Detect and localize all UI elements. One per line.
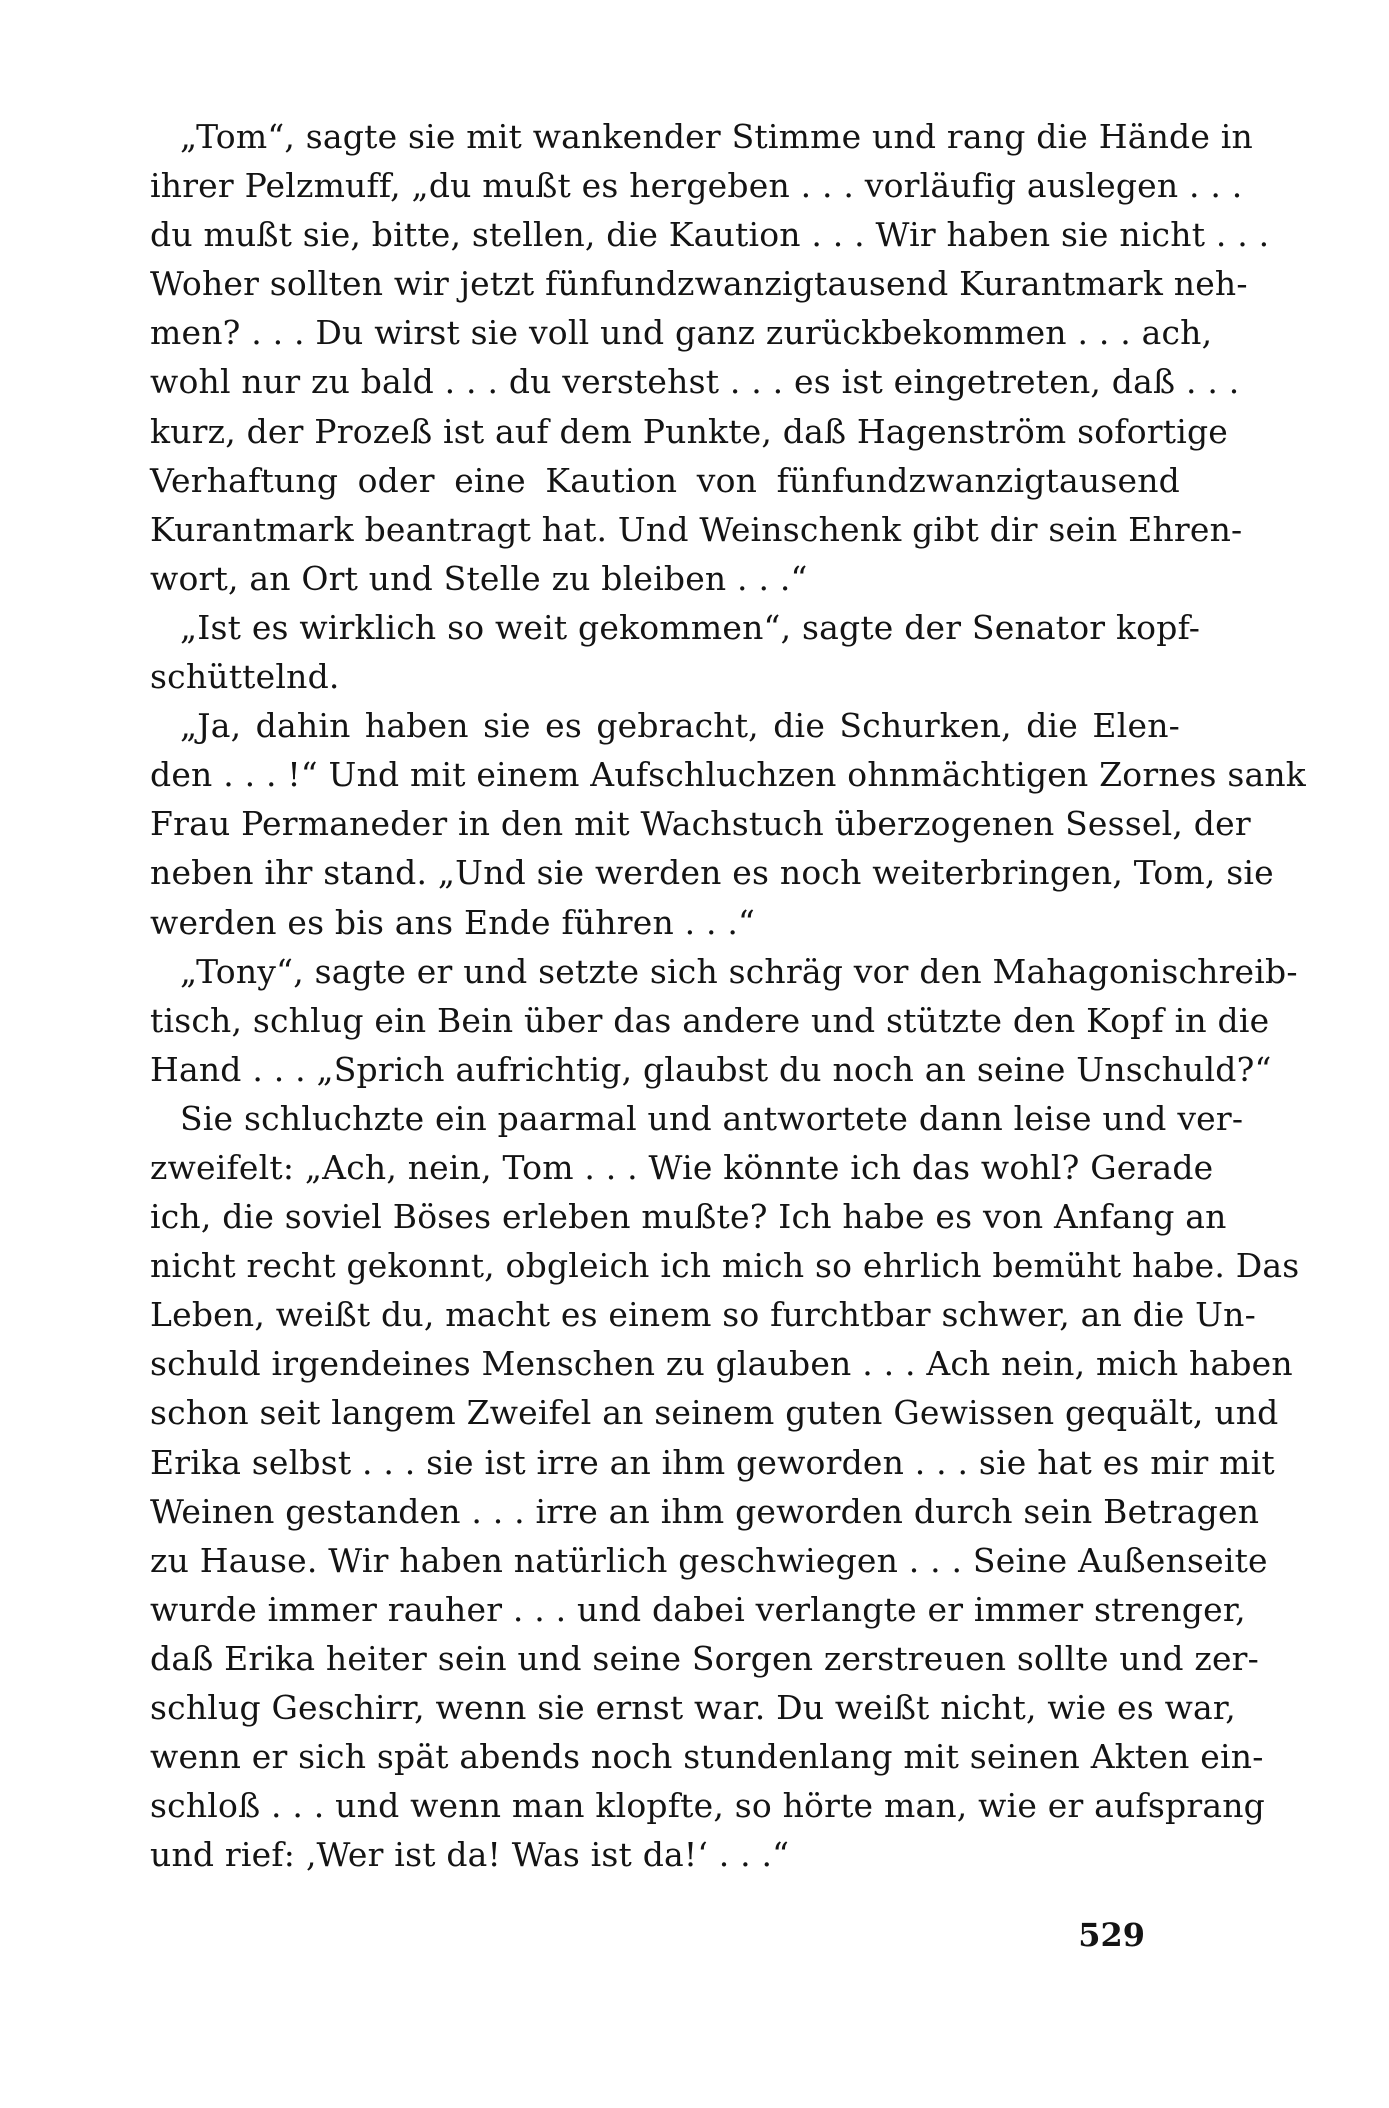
text-line-27: schon seit langem Zweifel an seinem guten Gewissen gequält, und [150,1393,1279,1433]
text-line-30: zu Hause. Wir haben natürlich geschwiegen . . . Seine Außenseite [150,1540,1268,1580]
text-line-22: zweifelt: „Ach, nein, Tom . . . Wie könnte ich das wohl? Gerade [150,1147,1214,1187]
text-line-14: den . . . !“ Und mit einem Aufschluchzen ohnmächtigen Zornes sank [150,755,1306,795]
text-line-4: Woher sollten wir jetzt fünfundzwanzigtausend Kurantmark neh- [150,264,1248,304]
text-line-2: ihrer Pelzmuff, „du mußt es hergeben . . . vorläufig auslegen . . . [150,166,1243,206]
text-line-12: schüttelnd. [150,657,340,697]
text-line-25: Leben, weißt du, macht es einem so furchtbar schwer, an die Un- [150,1295,1256,1335]
text-line-6: wohl nur zu bald . . . du verstehst . . . es ist eingetreten, daß . . . [150,362,1240,402]
text-line-3: du mußt sie, bitte, stellen, die Kaution . . . Wir haben sie nicht . . . [150,215,1270,255]
text-line-36: und rief: ‚Wer ist da! Was ist da!‘ . . .“ [150,1835,790,1875]
text-line-26: schuld irgendeines Menschen zu glauben . . . Ach nein, mich haben [150,1344,1293,1384]
text-line-15: Frau Permaneder in den mit Wachstuch überzogenen Sessel, der [150,804,1251,844]
text-line-20: Hand . . . „Sprich aufrichtig, glaubst du noch an seine Unschuld?“ [150,1049,1272,1089]
text-line-24: nicht recht gekonnt, obgleich ich mich so ehrlich bemüht habe. Das [150,1246,1300,1286]
text-line-11: „Ist es wirklich so weit gekommen“, sagte der Senator kopf- [180,607,1201,647]
text-line-17: werden es bis ans Ende führen . . .“ [150,902,756,942]
text-line-19: tisch, schlug ein Bein über das andere und stützte den Kopf in die [150,1000,1270,1040]
text-line-33: schlug Geschirr, wenn sie ernst war. Du weißt nicht, wie es war, [150,1688,1236,1727]
text-line-13: „Ja, dahin haben sie es gebracht, die Schurken, die Elen- [180,706,1180,746]
text-line-34: wenn er sich spät abends noch stundenlang mit seinen Akten ein- [150,1737,1264,1777]
text-line-8: Verhaftung oder eine Kaution von fünfundzwanzigtausend [150,460,1180,500]
text-line-23: ich, die soviel Böses erleben mußte? Ich habe es von Anfang an [150,1197,1227,1237]
text-line-29: Weinen gestanden . . . irre an ihm geworden durch sein Betragen [150,1491,1260,1531]
text-line-10: wort, an Ort und Stelle zu bleiben . . .“ [150,558,808,598]
text-line-31: wurde immer rauher . . . und dabei verlangte er immer strenger, [150,1589,1246,1629]
text-line-5: men? . . . Du wirst sie voll und ganz zurückbekommen . . . ach, [150,313,1213,353]
text-line-16: neben ihr stand. „Und sie werden es noch weiterbringen, Tom, sie [150,853,1274,893]
text-line-7: kurz, der Prozeß ist auf dem Punkte, daß Hagenström sofortige [150,411,1229,451]
text-line-1: „Tom“, sagte sie mit wankender Stimme und rang die Hände in [180,117,1253,156]
page-body-text [150,112,1306,1879]
text-line-9: Kurantmark beantragt hat. Und Weinschenk gibt dir sein Ehren- [150,509,1243,549]
page-number: 529 [1078,1916,1145,1954]
text-line-28: Erika selbst . . . sie ist irre an ihm geworden . . . sie hat es mir mit [150,1442,1275,1482]
text-line-18: „Tony“, sagte er und setzte sich schräg vor den Mahagonischreib- [180,951,1298,991]
text-line-32: daß Erika heiter sein und seine Sorgen zerstreuen sollte und zer- [150,1638,1259,1678]
text-line-35: schloß . . . und wenn man klopfte, so hörte man, wie er aufsprang [150,1786,1266,1826]
text-line-21: Sie schluchzte ein paarmal und antwortete dann leise und ver- [180,1098,1244,1138]
